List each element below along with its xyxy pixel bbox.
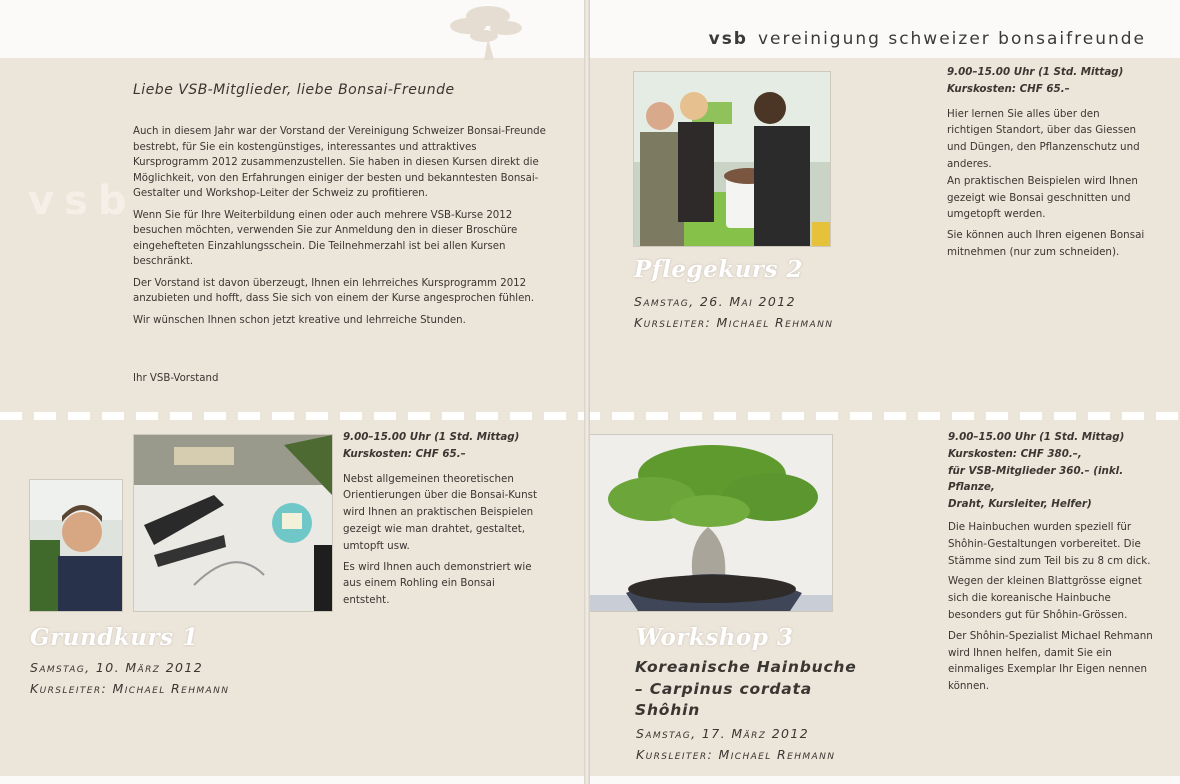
binding-spine: [584, 0, 590, 784]
grundkurs-portrait-photo: [29, 479, 123, 612]
brand-short: vsb: [708, 29, 748, 49]
intro-letter: [133, 124, 553, 334]
course-paragraph: Der Shôhin-Spezialist Michael Rehmann wird Ihnen helfen, damit Sie ein einmaliges Exemplar Ihr Eigen nennen können.: [948, 629, 1153, 693]
course-time: 9.00–15.00 Uhr (1 Std. Mittag): [947, 66, 1124, 78]
letter-paragraph: Der Vorstand ist davon überzeugt, Ihnen ein lehrreiches Kursprogramm 2012 anzubieten und hofft, dass Sie sich von einem der Kurse angesprochen fühlen.: [133, 277, 535, 304]
course-cost-line: Draht, Kursleiter, Helfer): [948, 498, 1092, 511]
bottom-band: [0, 776, 1180, 784]
course-leader: Kursleiter: Michael Rehmann: [634, 315, 834, 330]
course-info-pflegekurs: [947, 64, 1147, 265]
course-info-grundkurs: [343, 429, 543, 613]
course-paragraph: Die Hainbuchen wurden speziell für Shôhin-Gestaltungen vorbereitet. Die Stämme sind zum Teil bis zu 8 cm dick.: [948, 520, 1151, 567]
course-date: Samstag, 17. März 2012: [636, 726, 810, 741]
course-leader: Kursleiter: Michael Rehmann: [636, 747, 836, 762]
brand-full: vereinigung schweizer bonsaifreunde: [757, 29, 1146, 49]
letter-paragraph: Wir wünschen Ihnen schon jetzt kreative und lehrreiche Stunden.: [133, 314, 466, 326]
pflegekurs-photo: [633, 71, 831, 247]
greeting-heading: Liebe VSB-Mitglieder, liebe Bonsai-Freunde: [133, 82, 455, 98]
course-paragraph: Sie können auch Ihren eigenen Bonsai mitnehmen (nur zum schneiden).: [947, 229, 1145, 258]
course-title-grundkurs: Grundkurs 1: [30, 624, 199, 651]
course-time: 9.00–15.00 Uhr (1 Std. Mittag): [343, 431, 520, 443]
grundkurs-tools-photo: [133, 434, 333, 612]
ghost-watermark: vsb: [28, 178, 137, 224]
workshop-subtitle: [635, 657, 857, 722]
course-leader: Kursleiter: Michael Rehmann: [30, 681, 230, 696]
course-meta-pflegekurs: [634, 291, 833, 333]
subtitle-line: Shôhin: [635, 701, 701, 719]
course-meta-workshop: [636, 723, 835, 765]
letter-paragraph: Wenn Sie für Ihre Weiterbildung einen oder auch mehrere VSB-Kurse 2012 besuchen möchten, verwenden Sie zur Anmeldung den in dieser Broschüre eingehefteten Einzahlungsschein. Die Teilnehmerzahl ist bei allen Kursen beschränkt.: [133, 209, 518, 267]
course-meta-grundkurs: [30, 657, 229, 699]
bonsai-logo-icon: [444, 2, 530, 60]
course-time: 9.00–15.00 Uhr (1 Std. Mittag): [948, 431, 1125, 443]
course-cost-line: Kurskosten: CHF 380.–,: [948, 447, 1082, 460]
course-cost: Kurskosten: CHF 65.–: [947, 82, 1070, 95]
course-paragraph: Wegen der kleinen Blattgrösse eignet sich die koreanische Hainbuche besonders gut für Shôhin-Grössen.: [948, 575, 1142, 621]
course-date: Samstag, 10. März 2012: [30, 660, 204, 675]
letter-paragraph: Auch in diesem Jahr war der Vorstand der Vereinigung Schweizer Bonsai-Freunde bestrebt, für Sie ein kostengünstiges, interessantes und attraktives Kursprogramm 2012 zusammenzustellen. Sie haben in diesen Kursen direkt die Möglichkeit, von den Erfahrungen einiger der besten und bekanntesten Bonsai-Gestalter und Workshop-Leiter der Schweiz zu profitieren.: [133, 126, 546, 199]
dashed-divider: [0, 412, 1180, 420]
course-paragraph: Hier lernen Sie alles über den richtigen Standort, über das Giessen und Düngen, den Pflanzenschutz und anderes. An praktischen Beispielen wird Ihnen gezeigt wie Bonsai geschnitten und umgetopft werden.: [947, 107, 1140, 221]
signature: Ihr VSB-Vorstand: [133, 373, 219, 384]
workshop-bonsai-photo: [589, 434, 833, 612]
brand-header: [709, 29, 1146, 49]
course-cost-line: für VSB-Mitglieder 360.– (inkl. Pflanze,: [948, 464, 1124, 494]
course-date: Samstag, 26. Mai 2012: [634, 294, 796, 309]
course-cost: Kurskosten: CHF 65.–: [343, 447, 466, 460]
course-title-workshop: Workshop 3: [636, 624, 794, 651]
course-info-workshop: [948, 429, 1163, 699]
course-paragraph: Nebst allgemeinen theoretischen Orientierungen über die Bonsai-Kunst wird Ihnen an praktischen Beispielen gezeigt wie man drahtet, gestaltet, umtopft usw.: [343, 472, 537, 552]
course-paragraph: Es wird Ihnen auch demonstriert wie aus einem Rohling ein Bonsai entsteht.: [343, 560, 532, 607]
course-title-pflegekurs: Pflegekurs 2: [634, 256, 804, 283]
subtitle-line: Koreanische Hainbuche: [635, 658, 857, 676]
subtitle-line: – Carpinus cordata: [635, 679, 813, 698]
